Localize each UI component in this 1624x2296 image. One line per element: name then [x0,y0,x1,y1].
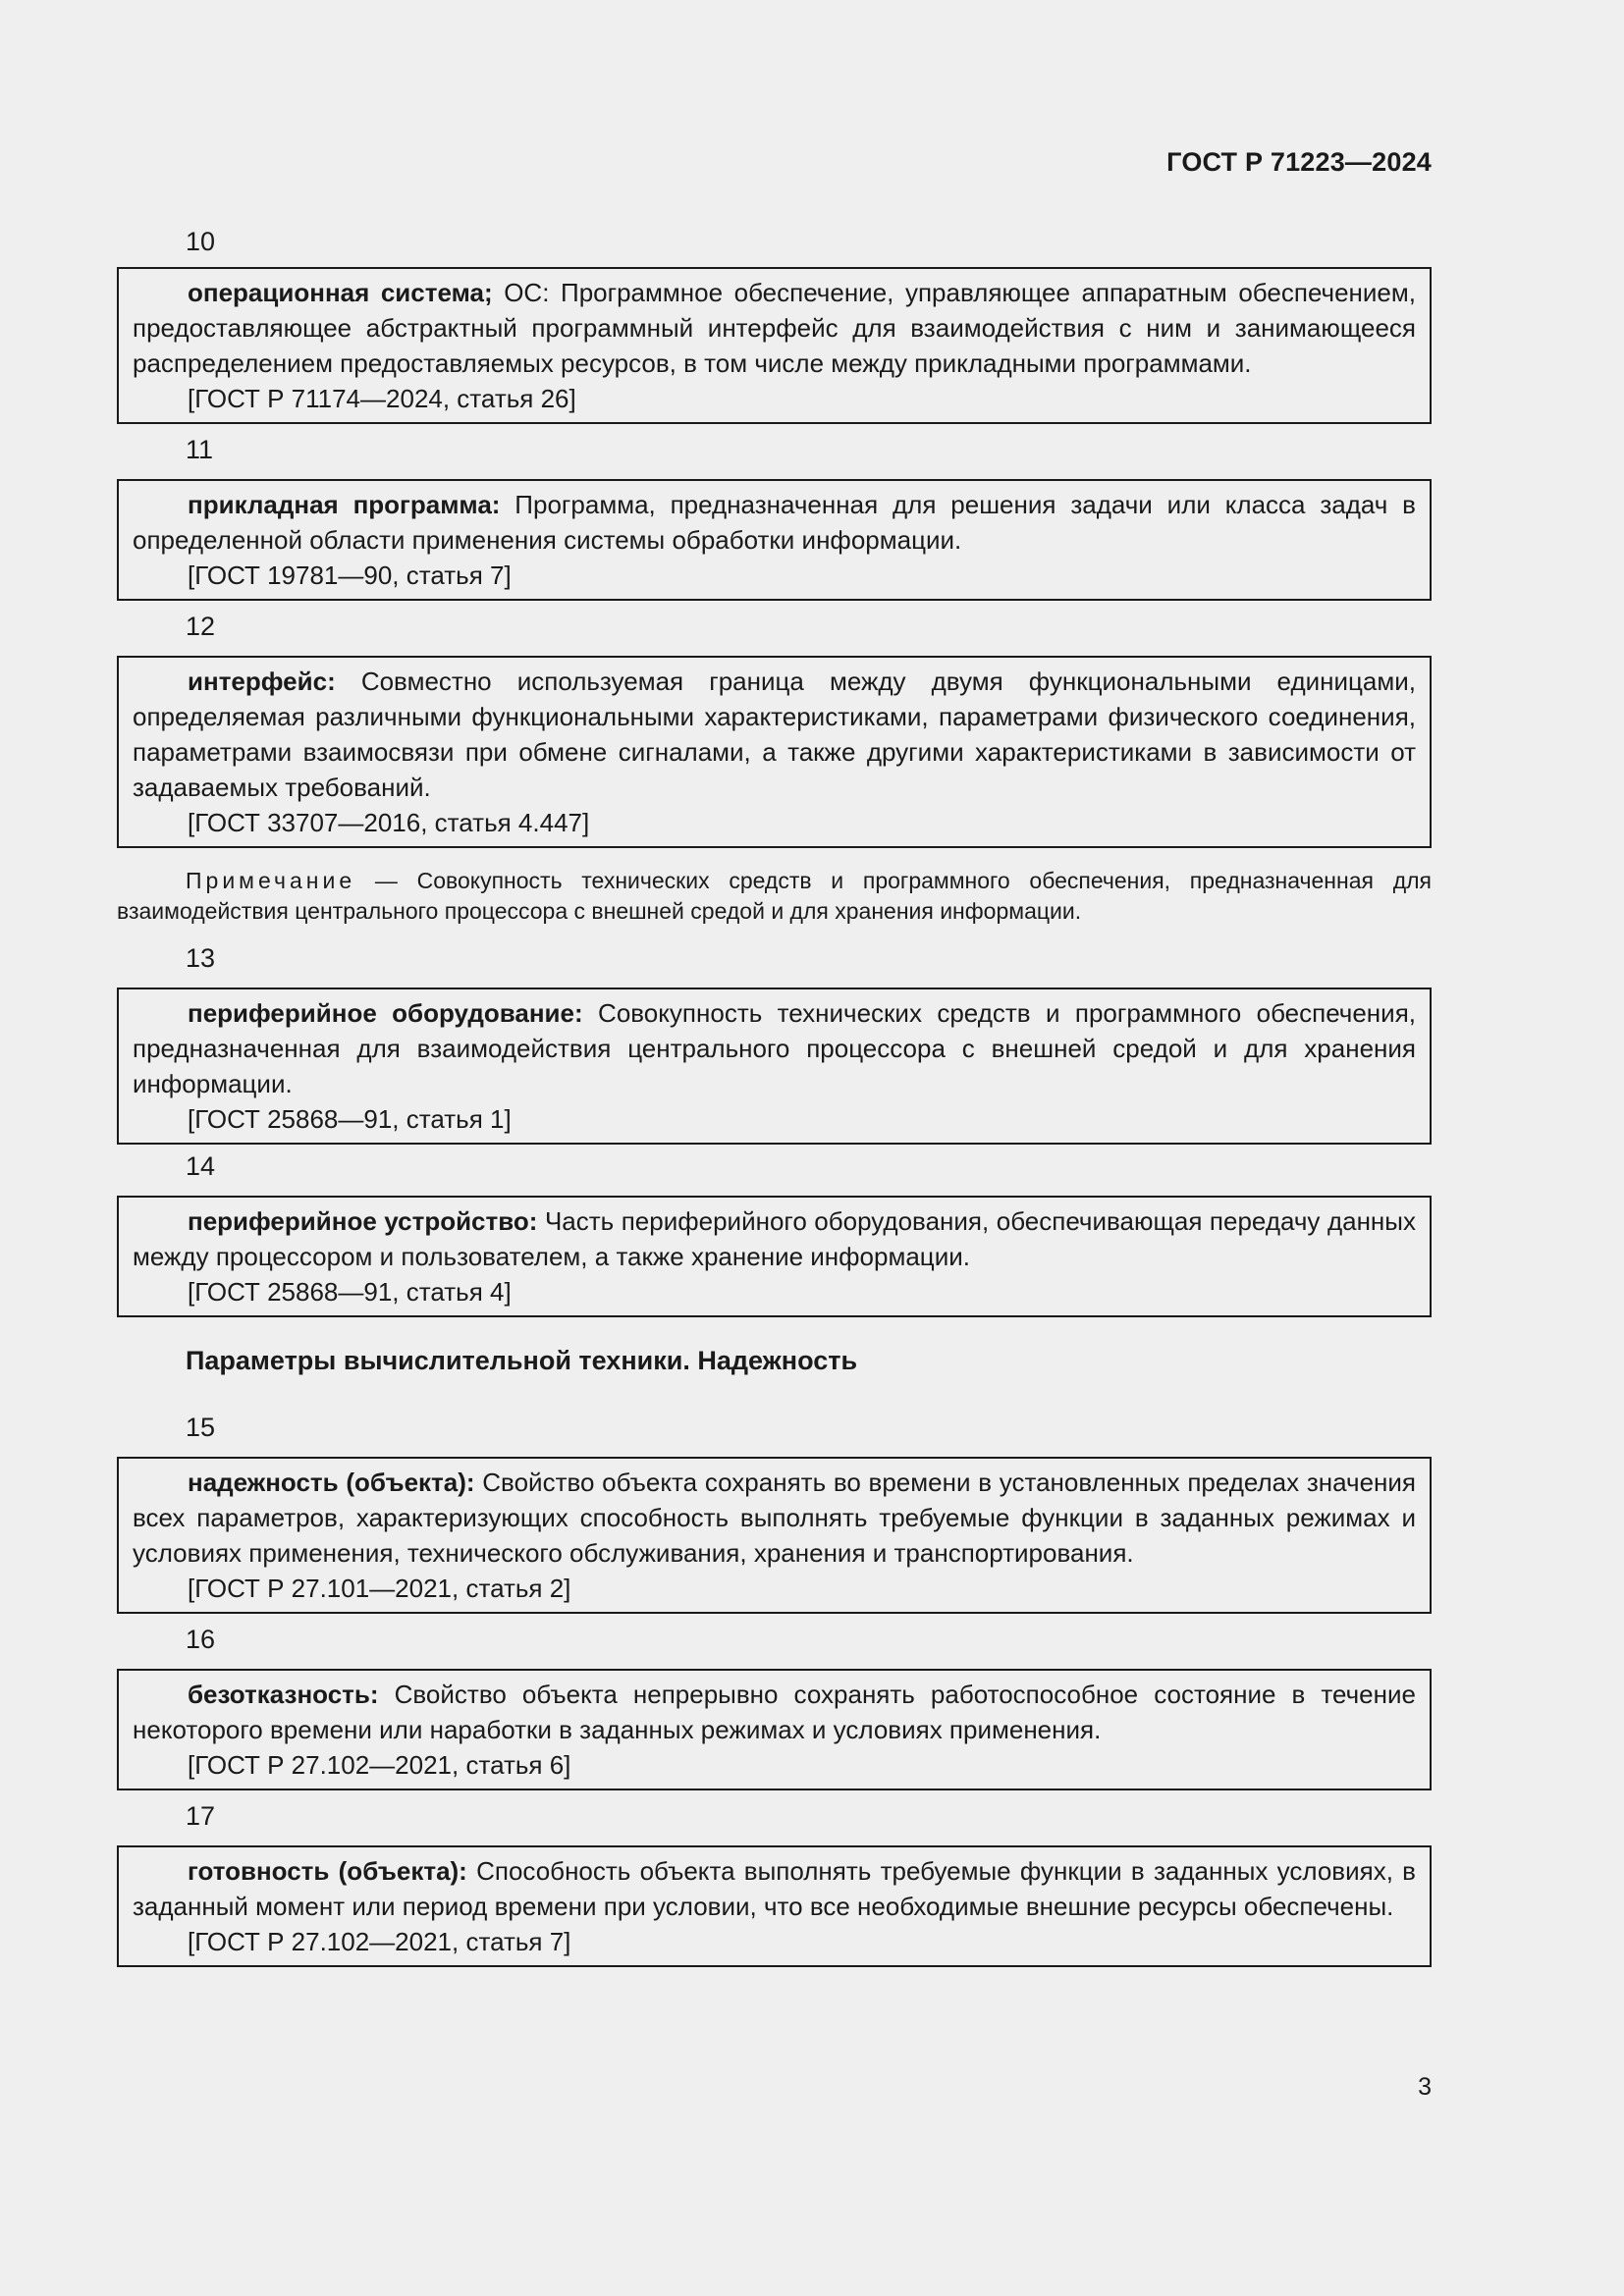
term-entry [117,988,1432,1145]
term-source: [ГОСТ Р 27.101—2021, статья 2] [188,1574,571,1603]
document-header: ГОСТ Р 71223—2024 [1166,147,1432,177]
entry-number: 13 [186,943,216,973]
term-entry [117,479,1432,601]
term-definition: Свойство объекта непрерывно сохранять работоспособное состояние в течение некоторого времени или наработки в заданных режимах и условиях применения. [133,1680,1416,1744]
entry-number: 16 [186,1625,216,1654]
term-source: [ГОСТ 19781—90, статья 7] [188,561,512,590]
note-text: — Совокупность технических средств и программного обеспечения, предназначенная для взаимодействия центрального процессора с внешней средой и для хранения информации. [117,868,1432,924]
entry-number: 12 [186,612,216,641]
term-definition: Свойство объекта сохранять во времени в установленных пределах значения всех параметров, характеризующих способность выполнять требуемые функции в заданных режимах и условиях применения, технического обслуживания, хранения и транспортирования. [133,1468,1416,1568]
term-entry [117,656,1432,848]
term-name: периферийное оборудование: [188,998,583,1028]
term-entry [117,1669,1432,1790]
entry-number: 17 [186,1801,216,1831]
term-definition: ОС: Программное обеспечение, управляющее аппаратным обеспечением, предоставляющее абстрактный программный интерфейс для взаимодействия с ним и занимающееся распределением предоставляемых ресурсов, в том числе между прикладными программами. [133,278,1416,378]
term-name: прикладная программа: [188,490,501,519]
term-definition: Часть периферийного оборудования, обеспечивающая передачу данных между процессором и пользователем, а также хранение информации. [133,1206,1416,1271]
term-name: операционная система; [188,278,493,307]
term-name: готовность (объекта): [188,1856,467,1886]
term-name: интерфейс: [188,667,336,696]
document-content [117,224,1432,1967]
section-title: Параметры вычислительной техники. Надежность [186,1346,858,1375]
term-source: [ГОСТ Р 71174—2024, статья 26] [188,384,576,413]
entry-number: 11 [186,435,214,464]
term-source: [ГОСТ 33707—2016, статья 4.447] [188,808,590,837]
term-name: периферийное устройство: [188,1206,538,1236]
term-source: [ГОСТ 25868—91, статья 1] [188,1104,512,1134]
term-source: [ГОСТ Р 27.102—2021, статья 6] [188,1750,571,1780]
note-paragraph [117,866,1432,927]
term-name: надежность (объекта): [188,1468,475,1497]
document-page [117,0,1432,2296]
term-entry [117,267,1432,424]
entry-number: 15 [186,1413,216,1442]
term-source: [ГОСТ 25868—91, статья 4] [188,1277,512,1307]
term-definition: Программа, предназначенная для решения задачи или класса задач в определенной области применения системы обработки информации. [133,490,1416,555]
term-entry [117,1196,1432,1317]
term-entry [117,1457,1432,1614]
entry-number: 10 [186,227,216,256]
term-definition: Способность объекта выполнять требуемые функции в заданных условиях, в заданный момент или период времени при условии, что все необходимые внешние ресурсы обеспечены. [133,1856,1416,1921]
term-entry [117,1845,1432,1967]
term-name: безотказность: [188,1680,379,1709]
note-label: Примечание [186,868,356,893]
term-definition: Совместно используемая граница между двумя функциональными единицами, определяемая различными функциональными характеристиками, параметрами физического соединения, параметрами взаимосвязи при обмене сигналами, а также другими характеристиками в зависимости от задаваемых требований. [133,667,1416,802]
entry-number: 14 [186,1151,216,1181]
term-source: [ГОСТ Р 27.102—2021, статья 7] [188,1927,571,1956]
page-number: 3 [1418,2073,1432,2101]
term-definition: Совокупность технических средств и программного обеспечения, предназначенная для взаимодействия центрального процессора с внешней средой и для хранения информации. [133,998,1416,1098]
